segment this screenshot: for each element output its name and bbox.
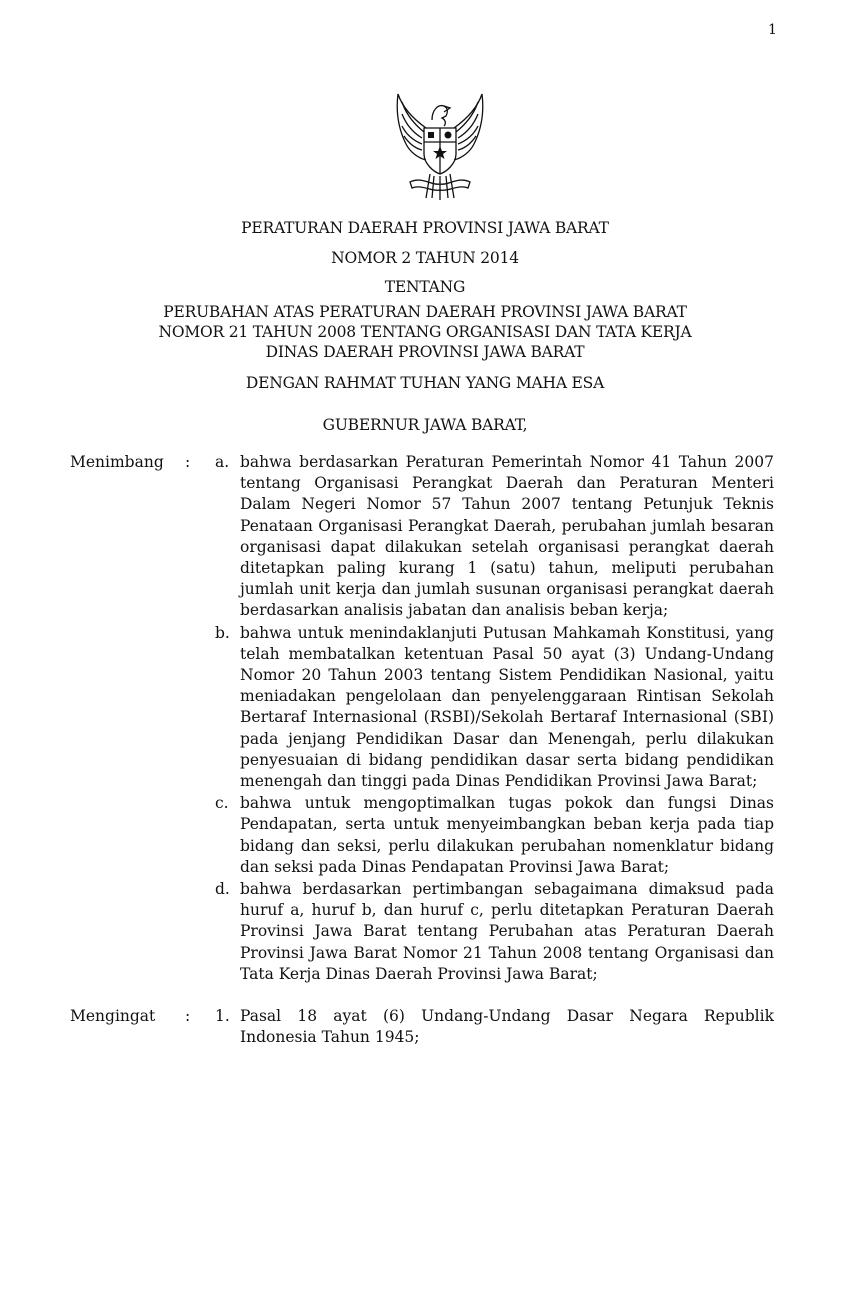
list-item — [70, 1006, 774, 1048]
section-colon: : — [185, 1007, 191, 1025]
title-line-3: DINAS DAERAH PROVINSI JAWA BARAT — [265, 343, 585, 361]
item-text: bahwa untuk menindaklanjuti Putusan Mahkamah Konstitusi, yang telah membatalkan ketentuan Pasal 50 ayat (3) Undang-Undang Nomor 20 Tahun 2003 tentang Sistem Pendidikan Nasional, yaitu meniadakan pengelolaan dan penyelenggaraan Rintisan Sekolah Bertaraf Internasional (RSBI)/Sekolah Bertaraf Internasional (SBI) pada jenjang Pendidikan Dasar dan Menengah, perlu dilakukan penyesuaian di bidang pendidikan dasar serta bidang pendidikan menengah dan tinggi pada Dinas Pendidikan Provinsi Jawa Barat; — [240, 623, 774, 791]
section-label: Mengingat — [70, 1007, 156, 1025]
menimbang-section — [70, 452, 774, 985]
invocation: DENGAN RAHMAT TUHAN YANG MAHA ESA — [245, 374, 605, 392]
regulation-number: NOMOR 2 TAHUN 2014 — [331, 249, 519, 267]
item-text: bahwa berdasarkan pertimbangan sebagaimana dimaksud pada huruf a, huruf b, dan huruf c, perlu ditetapkan Peraturan Daerah Provinsi Jawa Barat tentang Perubahan atas Peraturan Daerah Provinsi Jawa Barat Nomor 21 Tahun 2008 tentang Organisasi dan Tata Kerja Dinas Daerah Provinsi Jawa Barat; — [240, 880, 774, 983]
item-text: Pasal 18 ayat (6) Undang-Undang Dasar Negara Republik Indonesia Tahun 1945; — [240, 1007, 774, 1047]
section-colon: : — [185, 453, 191, 471]
regulation-type: PERATURAN DAERAH PROVINSI JAWA BARAT — [241, 219, 609, 237]
item-text: bahwa berdasarkan Peraturan Pemerintah Nomor 41 Tahun 2007 tentang Organisasi Perangkat Daerah dan Peraturan Menteri Dalam Negeri Nomor 57 Tahun 2007 tentang Petunjuk Teknis Penataan Organisasi Perangkat Daerah, perubahan jumlah besaran organisasi dapat dilakukan setelah organisasi perangkat daerah ditetapkan paling kurang 1 (satu) tahun, meliputi perubahan jumlah unit kerja dan jumlah susunan organisasi perangkat daerah berdasarkan analisis jabatan dan analisis beban kerja; — [240, 453, 774, 620]
item-marker: a. — [215, 453, 230, 471]
item-marker: 1. — [215, 1007, 230, 1025]
section-label: Menimbang — [70, 453, 164, 471]
item-marker: d. — [215, 880, 230, 899]
item-text: bahwa untuk mengoptimalkan tugas pokok dan fungsi Dinas Pendapatan, serta untuk menyeimbangkan beban kerja pada tiap bidang dan seksi, perlu dilakukan perubahan nomenklatur bidang dan seksi pada Dinas Pendapatan Provinsi Jawa Barat; — [240, 794, 774, 876]
authority: GUBERNUR JAWA BARAT, — [322, 416, 528, 434]
list-item — [70, 879, 774, 985]
list-item — [70, 793, 774, 878]
title-line-2: NOMOR 21 TAHUN 2008 TENTANG ORGANISASI DAN TATA KERJA — [158, 323, 692, 341]
mengingat-section — [70, 1006, 774, 1048]
garuda-emblem-icon — [388, 88, 492, 202]
item-marker: b. — [215, 623, 230, 642]
list-item — [70, 452, 774, 622]
item-marker: c. — [215, 794, 229, 813]
title-line-1: PERUBAHAN ATAS PERATURAN DAERAH PROVINSI JAWA BARAT — [163, 303, 687, 321]
page-number: 1 — [768, 22, 777, 38]
tentang-label: TENTANG — [384, 278, 466, 296]
list-item — [70, 623, 774, 793]
